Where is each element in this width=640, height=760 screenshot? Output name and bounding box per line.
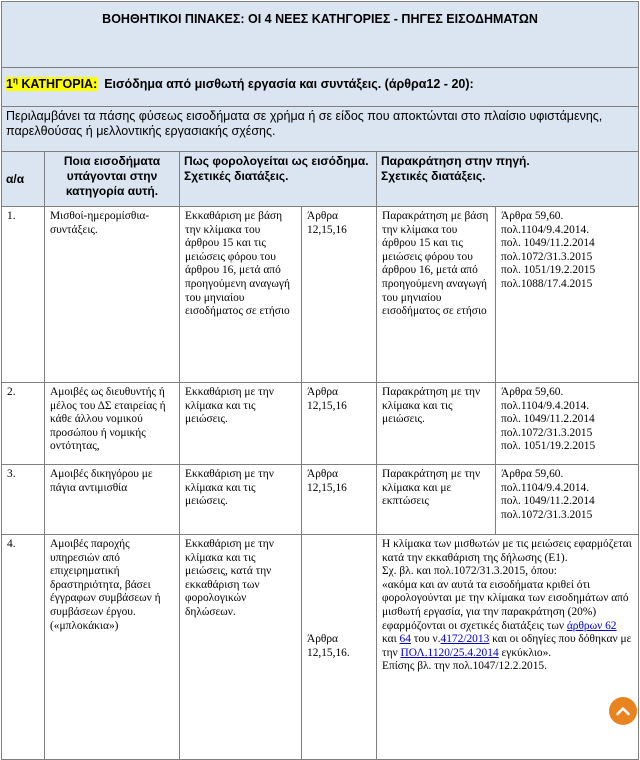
taxation-articles: Άρθρα 12,15,16 [302,207,377,383]
taxation-method: Εκκαθάριση με την κλίμακα και τις μειώσεις. [180,383,302,465]
income-type: Αμοιβές ως διευθυντής ή μέλος του ΔΣ εταιρείας ή κάθε άλλου νομικού προσώπου ή νομικής οντότητας, [45,383,180,465]
withholding-method: Παρακράτηση με την κλίμακα και με εκπτώσεις [377,465,496,535]
withholding-references: Άρθρα 59,60. πολ.1104/9.4.2014. πολ. 1049/11.2.2014 πολ.1072/31.3.2015 πολ. 1051/19.2.2015 πολ.1088/17.4.2015 [496,207,639,383]
income-type: Αμοιβές δικηγόρου με πάγια αντιμισθία [45,465,180,535]
row-number: 3. [2,465,45,535]
income-type: Αμοιβές παροχής υπηρεσιών από επιχειρηματική δραστηριότητα, βάσει έγγραφων συμβάσεων ή συμβάσεων έργου. («μπλοκάκια») [45,535,180,760]
header-index: α/α [2,152,45,207]
category-text: Εισόδημα από μισθωτή εργασία και συντάξεις. (άρθρα12 - 20): [104,77,474,92]
category-description: Περιλαμβάνει τα πάσης φύσεως εισοδήματα σε χρήμα ή σε είδος που αποκτώνται στο πλαίσιο υφιστάμενης, παρελθούσας ή μελλοντικής εργασιακής σχέσης. [2,107,639,152]
note-quote: «ακόμα και αν αυτά τα εισοδήματα κριθεί ότι φορολογούνται με την κλίμακα των εισοδημάτων από μισθωτή εργασία, για την παρακράτηση (20%) εφαρμόζονται οι σχετικές διατάξεις των άρθρων 62 και 64 του ν.4172/2013 και οι οδηγίες που δόθηκαν με την ΠΟΛ.1120/25.4.2014 εγκύκλιο». [382,578,632,659]
link-articles-62[interactable]: άρθρων 62 [566,619,617,632]
note-paragraph: Η κλίμακα των μισθωτών με τις μειώσεις εφαρμόζεται κατά την εκκαθάριση της δήλωσης (Ε1). [382,538,632,564]
header-taxation: Πως φορολογείται ως εισόδημα. Σχετικές διατάξεις. [180,152,377,207]
row-number: 1. [2,207,45,383]
header-withholding: Παρακράτηση στην πηγή. Σχετικές διατάξεις. [377,152,639,207]
income-type: Μισθοί-ημερομίσθια-συντάξεις. [45,207,180,383]
document-wrapper [1,1,638,760]
note-reference: Σχ. βλ. και πολ.1072/31.3.2015, όπου: [382,565,557,578]
note-see-also: Επίσης βλ. την πολ.1047/12.2.2015. [382,660,547,673]
withholding-note [377,535,639,760]
chevron-up-icon [616,706,630,716]
page-title: ΒΟΗΘΗΤΙΚΟΙ ΠΙΝΑΚΕΣ: ΟΙ 4 ΝΕΕΣ ΚΑΤΗΓΟΡΙΕΣ - ΠΗΓΕΣ ΕΙΣΟΔΗΜΑΤΩΝ [2,2,639,68]
table-row [2,465,639,535]
withholding-method: Παρακράτηση με βάση την κλίμακα του άρθρου 15 και τις μειώσεις φόρου του άρθρου 16, μετά από προηγούμενη αναγωγή του μηνιαίου εισοδήματος σε ετήσιο [377,207,496,383]
row-number: 2. [2,383,45,465]
taxation-articles: Άρθρα 12,15,16. [302,535,377,760]
table-row [2,383,639,465]
table-row [2,535,639,760]
taxation-articles: Άρθρα 12,15,16 [302,383,377,465]
taxation-method: Εκκαθάριση με την κλίμακα και τις μειώσεις, κατά την εκκαθάριση των φορολογικών δηλώσεων. [180,535,302,760]
header-income-types: Ποια εισοδήματα υπάγονται στην κατηγορία αυτή. [45,152,180,207]
scroll-to-top-button[interactable] [609,697,637,725]
withholding-method: Παρακράτηση με την κλίμακα και τις μειώσεις. [377,383,496,465]
taxation-method: Εκκαθάριση με την κλίμακα και τις μειώσεις. [180,465,302,535]
link-article-64[interactable]: 64 [399,633,411,646]
category-heading [2,68,639,107]
link-law-4172-2013[interactable]: 4172/2013 [440,633,490,646]
row-number: 4. [2,535,45,760]
income-categories-table [1,1,639,760]
withholding-references: Άρθρα 59,60. πολ.1104/9.4.2014. πολ. 1049/11.2.2014 πολ.1072/31.3.2015 πολ. 1051/19.2.2015 [496,383,639,465]
table-row [2,207,639,383]
withholding-references: Άρθρα 59,60. πολ.1104/9.4.2014. πολ. 1049/11.2.2014 πολ.1072/31.3.2015 [496,465,639,535]
link-pol-1120[interactable]: ΠΟΛ.1120/25.4.2014 [400,646,499,659]
taxation-articles: Άρθρα 12,15,16 [302,465,377,535]
taxation-method: Εκκαθάριση με βάση την κλίμακα του άρθρου 15 και τις μειώσεις φόρου του άρθρου 16, μετά από προηγούμενη αναγωγή του μηνιαίου εισοδήματος σε ετήσιο [180,207,302,383]
category-label: $1^\eta$ ΚΑΤΗΓΟΡΙΑ: [6,76,98,92]
